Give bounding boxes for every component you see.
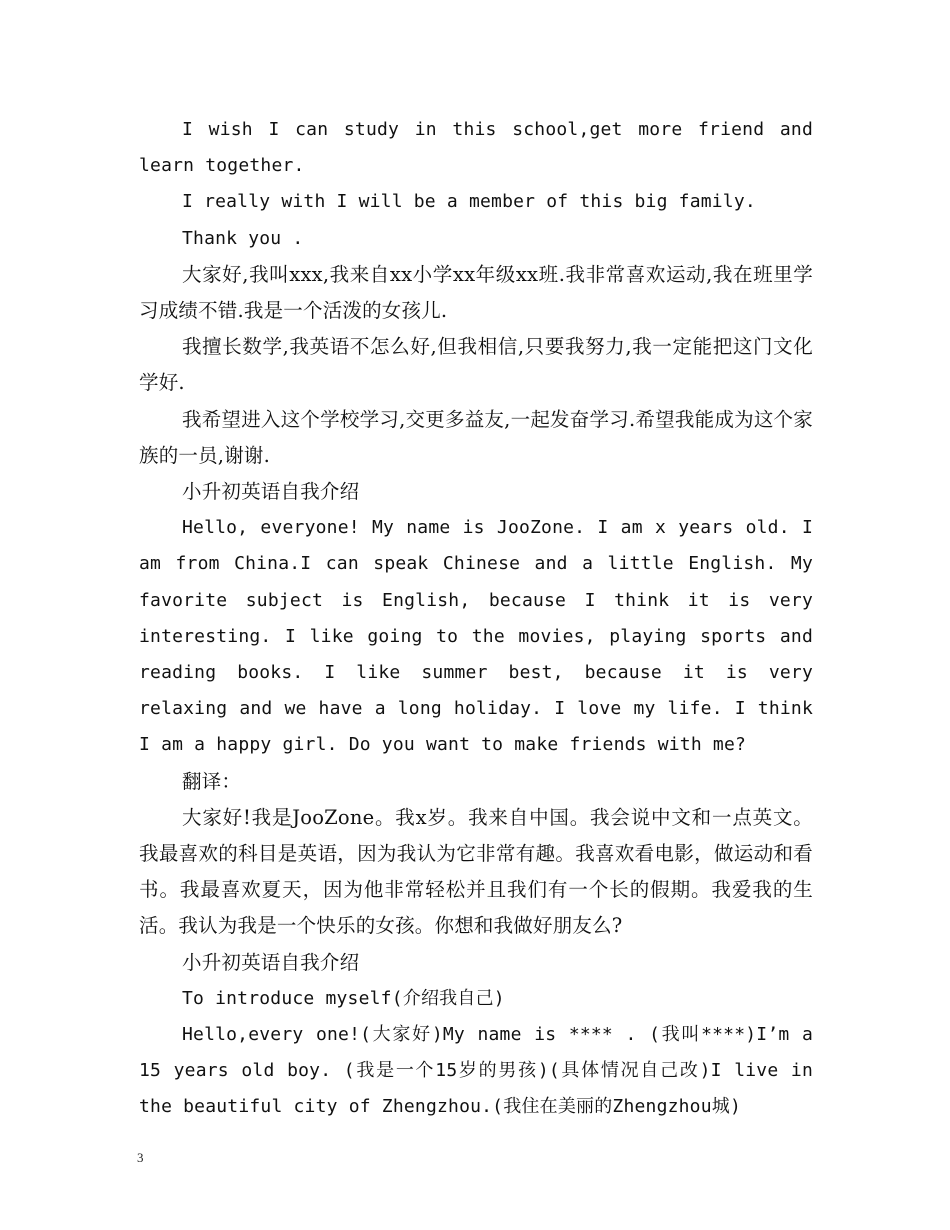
page-number: 3 (137, 1150, 144, 1165)
translation-label: 翻译： (182, 769, 242, 793)
paragraph-translation: 大家好!我是JooZone。我x岁。我来自中国。我会说中文和一点英文。我最喜欢的科目是英语，因为我认为它非常有趣。我喜欢看电影，做运动和看书。我最喜欢夏天，因为他非常轻松并且我们有一个长的假期。我爱我的生活。我认为我是一个快乐的女孩。你想和我做好朋友么? (139, 805, 813, 938)
paragraph-thank-you: Thank you . (182, 227, 304, 249)
paragraph-member-family: I really with I will be a member of this big family. (182, 191, 756, 213)
paragraph-english-hello: Hello, everyone! My name is JooZone. I am x years old. I am from China.I can speak Chinese and a little English. My favorite subject is English, because I think it is very interesting. I like going to the movies, playing sports and reading books. I like summer best, because it is very relaxing and we have a long holiday. I love my life. I think I am a happy girl. Do you want to make friends with me? (139, 517, 813, 756)
document-body (139, 112, 813, 1126)
paragraph-wish-study: I wish I can study in this school,get more friend and learn together. (139, 119, 813, 177)
paragraph-chinese-hope: 我希望进入这个学校学习,交更多益友,一起发奋学习.希望我能成为这个家族的一员,谢谢. (139, 407, 813, 467)
paragraph-chinese-math: 我擅长数学,我英语不怎么好,但我相信,只要我努力,我一定能把这门文化学好. (139, 335, 813, 395)
paragraph-introduce-myself: To introduce myself(介绍我自己) (182, 987, 505, 1009)
section-heading-2: 小升初英语自我介绍 (182, 950, 360, 974)
section-heading-1: 小升初英语自我介绍 (182, 480, 360, 504)
paragraph-hello-every-one: Hello,every one!(大家好)My name is **** . (我叫****)I’m a 15 years old boy. (我是一个15岁的男孩)(具体情况自己改)I live in the beautiful city of Zhengzhou.(我住在美丽的Zhengzhou城) (139, 1024, 813, 1118)
paragraph-chinese-intro: 大家好,我叫xxx,我来自xx小学xx年级xx班.我非常喜欢运动,我在班里学习成绩不错.我是一个活泼的女孩儿. (139, 262, 813, 323)
